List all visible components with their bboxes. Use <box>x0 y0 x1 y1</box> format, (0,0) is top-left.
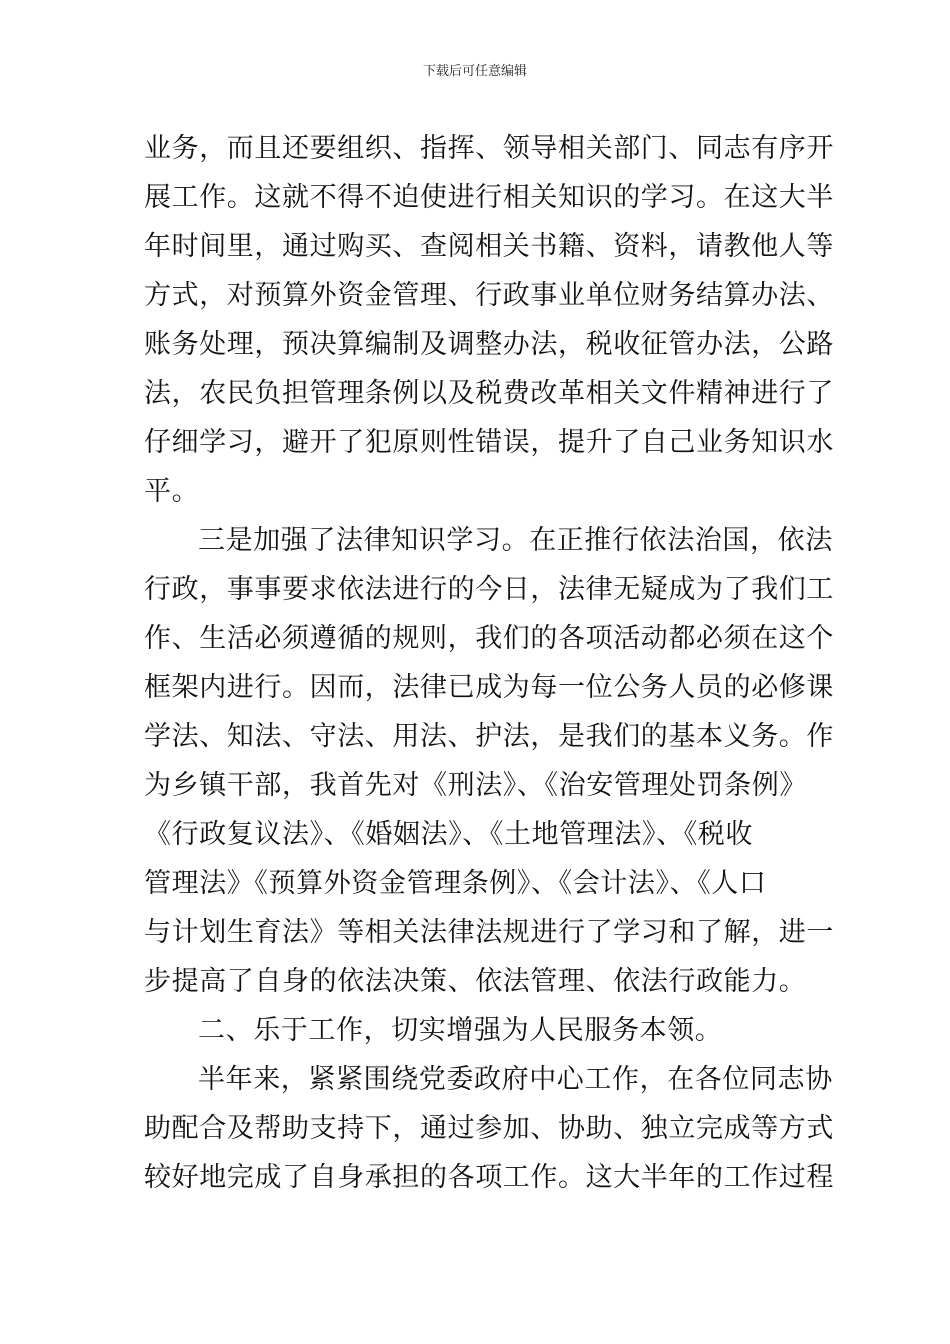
text-line: 展工作。这就不得不迫使进行相关知识的学习。在这大半 <box>144 182 834 213</box>
text-line: 业务，而且还要组织、指挥、领导相关部门、同志有序开 <box>144 133 834 164</box>
paragraph-half-year-work <box>144 1055 834 1202</box>
text-line: 三是加强了法律知识学习。在正推行依法治国，依法 <box>198 525 833 556</box>
text-line: 学法、知法、守法、用法、护法，是我们的基本义务。作 <box>144 721 834 752</box>
text-line: 半年来，紧紧围绕党委政府中心工作，在各位同志协 <box>198 1064 833 1095</box>
text-line: 方式，对预算外资金管理、行政事业单位财务结算办法、 <box>144 280 834 311</box>
text-line: 管理法》《预算外资金管理条例》、《会计法》、《人口 <box>144 868 767 899</box>
text-line: 二、乐于工作，切实增强为人民服务本领。 <box>198 1015 723 1046</box>
text-line: 较好地完成了自身承担的各项工作。这大半年的工作过程 <box>144 1162 834 1193</box>
paragraph-legal-study <box>144 516 834 1006</box>
text-line: 助配合及帮助支持下，通过参加、协助、独立完成等方式 <box>144 1113 834 1144</box>
text-line: 法，农民负担管理条例以及税费改革相关文件精神进行了 <box>144 378 834 409</box>
page-header: 下载后可任意编辑 <box>422 64 527 79</box>
text-line: 《行政复议法》、《婚姻法》、《土地管理法》、《税收 <box>144 819 753 850</box>
text-line: 行政，事事要求依法进行的今日，法律无疑成为了我们工 <box>144 574 834 605</box>
text-line: 平。 <box>144 476 200 507</box>
paragraph-study-business <box>144 124 834 516</box>
text-line: 账务处理，预决算编制及调整办法，税收征管办法，公路 <box>144 329 834 360</box>
text-line: 框架内进行。因而，法律已成为每一位公务人员的必修课 <box>144 672 834 703</box>
text-line: 年时间里，通过购买、查阅相关书籍、资料，请教他人等 <box>144 231 834 262</box>
text-line: 为乡镇干部，我首先对《刑法》、《治安管理处罚条例》 <box>144 770 807 801</box>
text-line: 仔细学习，避开了犯原则性错误，提升了自己业务知识水 <box>144 427 834 458</box>
text-line: 作、生活必须遵循的规则，我们的各项活动都必须在这个 <box>144 623 834 654</box>
section-heading-work <box>144 1006 808 1055</box>
text-line: 与计划生育法》等相关法律法规进行了学习和了解，进一 <box>144 917 834 948</box>
document-body <box>144 124 834 1202</box>
text-line: 步提高了自身的依法决策、依法管理、依法行政能力。 <box>144 966 807 997</box>
